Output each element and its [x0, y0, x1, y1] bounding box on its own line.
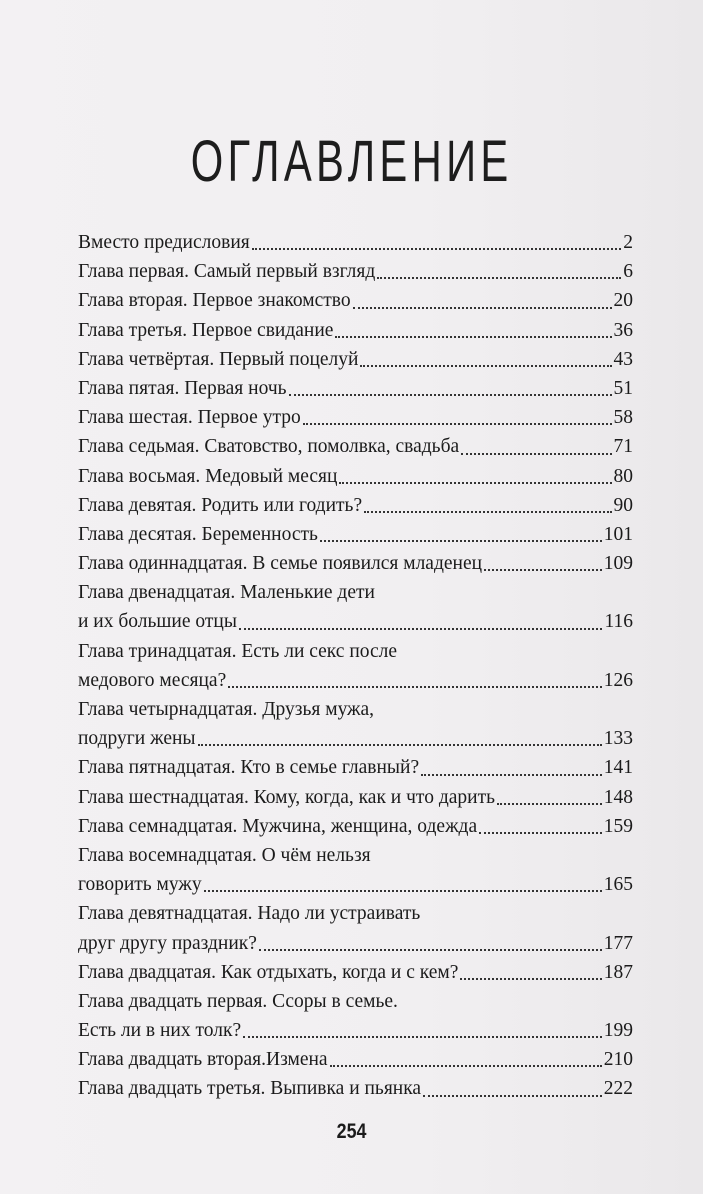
page-title: ОГЛАВЛЕНИЕ	[190, 129, 513, 194]
toc-entry-row	[78, 870, 633, 899]
dot-leader	[497, 803, 602, 805]
dot-leader	[243, 1036, 602, 1038]
dot-leader	[228, 686, 602, 688]
toc-entry-row	[78, 1074, 633, 1103]
toc-entry-row	[78, 1016, 633, 1045]
toc-entry-page: 101	[603, 523, 633, 545]
toc-entry-title-line: Глава четвёртая. Первый поцелуй	[78, 348, 359, 370]
toc-entry	[78, 432, 633, 461]
toc-entry	[78, 257, 633, 286]
toc-entry	[78, 958, 633, 987]
toc-entry-title-line: Глава семнадцатая. Мужчина, женщина, одежда	[78, 815, 478, 837]
toc-entry-title-line: Глава тринадцатая. Есть ли секс после	[78, 640, 398, 662]
toc-entry-page: 20	[613, 290, 633, 312]
toc-entry	[78, 374, 633, 403]
toc-entry	[78, 987, 633, 1045]
dot-leader	[198, 744, 602, 746]
toc-entry-title-line: Глава первая. Самый первый взгляд	[78, 261, 376, 283]
dot-leader	[479, 832, 602, 834]
toc-entry-row	[78, 607, 633, 636]
toc-entry	[78, 841, 633, 899]
toc-entry-row	[78, 753, 633, 782]
toc-entry-title-line: Вместо предисловия	[78, 232, 250, 253]
toc-entry-title-line: друг другу праздник?	[78, 932, 257, 954]
toc-entry-title-line: подруги жены	[78, 728, 196, 750]
toc-entry-page: 109	[603, 553, 633, 575]
dot-leader	[353, 307, 612, 309]
toc-entry-page: 71	[613, 436, 633, 458]
toc-entry	[78, 578, 633, 636]
toc-entry-row	[78, 812, 633, 841]
toc-entry-row	[78, 491, 633, 520]
toc-entry-row	[78, 345, 633, 374]
toc-entry-title-line: Глава десятая. Беременность	[78, 523, 318, 545]
toc-entry-page: 51	[613, 377, 633, 399]
dot-leader	[303, 423, 612, 425]
toc-entry-page: 133	[603, 728, 633, 750]
dot-leader	[484, 569, 602, 571]
toc-entry-title-line: Глава пятнадцатая. Кто в семье главный?	[78, 757, 420, 779]
dot-leader	[259, 949, 602, 951]
dot-leader	[339, 482, 611, 484]
dot-leader	[460, 978, 601, 980]
toc-entry-title-line: и их большие отцы	[78, 611, 237, 633]
toc-entry-page: 187	[603, 961, 633, 983]
toc-entry-page: 58	[613, 407, 633, 429]
toc-entry-title-line: Глава четырнадцатая. Друзья мужа,	[78, 699, 375, 720]
toc-entry	[78, 1045, 633, 1074]
toc-entry-title-line: Глава восьмая. Медовый месяц	[78, 465, 338, 487]
toc-entry-row	[78, 462, 633, 491]
dot-leader	[289, 394, 612, 396]
table-of-contents	[78, 228, 633, 1104]
toc-entry-page: 148	[603, 786, 633, 808]
toc-entry-page: 116	[604, 611, 633, 633]
toc-entry-row	[78, 432, 633, 461]
toc-entry-page: 210	[603, 1049, 633, 1071]
toc-entry-title-line: Глава восемнадцатая. О чём нельзя	[78, 844, 371, 866]
toc-entry-page: 80	[613, 465, 633, 487]
toc-entry-row	[78, 549, 633, 578]
toc-entry-page: 141	[603, 757, 633, 779]
toc-entry	[78, 462, 633, 491]
toc-entry-page: 43	[613, 348, 633, 370]
toc-entry-title-line: Глава третья. Первое свидание	[78, 319, 334, 341]
dot-leader	[360, 365, 611, 367]
toc-entry-row	[78, 666, 633, 695]
toc-entry-page: 6	[623, 261, 633, 283]
toc-entry	[78, 403, 633, 432]
toc-entry-title-line: медового месяца?	[78, 669, 227, 691]
toc-entry-page: 36	[613, 319, 633, 341]
dot-leader	[423, 1095, 602, 1097]
toc-entry	[78, 783, 633, 812]
dot-leader	[330, 1065, 602, 1067]
dot-leader	[377, 277, 621, 279]
dot-leader	[204, 890, 602, 892]
toc-entry-title-line: Глава одиннадцатая. В семье появился младенец	[78, 553, 483, 575]
toc-entry-row	[78, 783, 633, 812]
toc-entry-title-line: Глава девятнадцатая. Надо ли устраивать	[78, 903, 421, 925]
toc-entry-row	[78, 316, 633, 345]
toc-entry-page: 222	[603, 1078, 633, 1100]
toc-entry	[78, 1074, 633, 1103]
toc-entry-title-line: Глава шестая. Первое утро	[78, 407, 301, 429]
toc-entry-row	[78, 228, 633, 257]
dot-leader	[364, 511, 611, 513]
toc-entry	[78, 228, 633, 257]
toc-entry	[78, 316, 633, 345]
toc-entry-row	[78, 374, 633, 403]
toc-entry	[78, 695, 633, 753]
toc-entry	[78, 753, 633, 782]
toc-entry-page: 165	[603, 874, 633, 896]
toc-entry-title-line: говорить мужу	[78, 874, 202, 896]
dot-leader	[320, 540, 602, 542]
toc-entry-page: 159	[603, 815, 633, 837]
toc-entry	[78, 491, 633, 520]
toc-entry-row	[78, 958, 633, 987]
toc-entry	[78, 286, 633, 315]
dot-leader	[252, 248, 622, 250]
toc-entry-title-line: Глава вторая. Первое знакомство	[78, 290, 351, 312]
dot-leader	[461, 453, 611, 455]
toc-entry-row	[78, 286, 633, 315]
toc-entry-page: 199	[603, 1020, 633, 1042]
toc-entry-page: 126	[603, 669, 633, 691]
page-number: 254	[336, 1120, 367, 1143]
dot-leader	[239, 628, 603, 630]
toc-entry-title-line: Есть ли в них толк?	[78, 1020, 242, 1042]
toc-entry-row	[78, 929, 633, 958]
toc-entry-row	[78, 724, 633, 753]
toc-entry-title-line: Глава седьмая. Сватовство, помолвка, свадьба	[78, 436, 460, 458]
toc-entry	[78, 637, 633, 695]
toc-entry-title-line: Глава двадцать третья. Выпивка и пьянка	[78, 1078, 422, 1100]
toc-entry-title-line: Глава двенадцатая. Маленькие дети	[78, 582, 375, 604]
toc-entry-title-line: Глава шестнадцатая. Кому, когда, как и что дарить	[78, 786, 495, 808]
toc-entry-page: 177	[603, 932, 633, 954]
toc-entry-title-line: Глава двадцатая. Как отдыхать, когда и с кем?	[78, 961, 459, 983]
toc-entry	[78, 345, 633, 374]
toc-entry-page: 90	[613, 494, 633, 516]
toc-entry-row	[78, 520, 633, 549]
toc-entry-page: 2	[623, 232, 633, 253]
toc-entry-row	[78, 403, 633, 432]
toc-entry-title-line: Глава пятая. Первая ночь	[78, 377, 287, 399]
toc-entry	[78, 520, 633, 549]
toc-entry-title-line: Глава двадцать вторая.Измена	[78, 1049, 328, 1071]
toc-entry-row	[78, 257, 633, 286]
toc-entry	[78, 549, 633, 578]
toc-entry	[78, 812, 633, 841]
toc-entry-title-line: Глава двадцать первая. Ссоры в семье.	[78, 990, 398, 1012]
dot-leader	[421, 774, 602, 776]
toc-entry	[78, 899, 633, 957]
toc-entry-title-line: Глава девятая. Родить или годить?	[78, 494, 363, 516]
dot-leader	[335, 336, 611, 338]
toc-entry-row	[78, 1045, 633, 1074]
